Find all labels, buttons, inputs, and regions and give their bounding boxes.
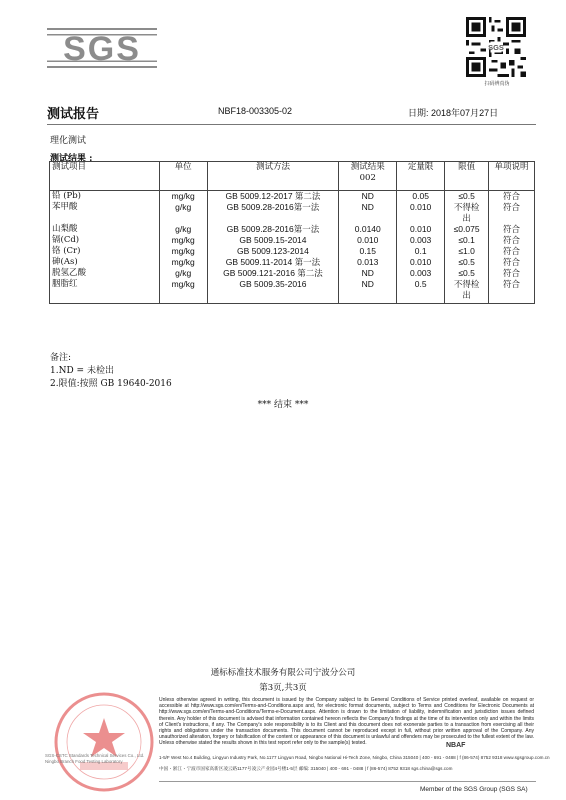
cell-item: 苯甲酸 [50,202,160,224]
note-2: 2.限值:按照 GB 19640-2016 [50,379,172,389]
col-header-item: 测试项目 [50,162,160,191]
table-header-row [50,162,535,191]
table-row [50,224,535,235]
notes-block [50,352,172,391]
cell-limit: 不得检出 [445,279,489,304]
results-table [49,161,535,304]
cell-method: GB 5009.123-2014 [207,246,339,257]
footer-divider [159,781,536,782]
cell-result: 0.010 [339,235,397,246]
cell-item: 山梨酸 [50,224,160,235]
cell-loq: 0.010 [397,257,445,268]
table-row [50,235,535,246]
cell-unit: g/kg [159,224,207,235]
date-value: 2018年07月27日 [431,108,499,118]
table-row [50,202,535,224]
table-row [50,279,535,304]
col-header-method: 测试方法 [207,162,339,191]
cell-loq: 0.003 [397,235,445,246]
cell-result: 0.0140 [339,224,397,235]
cell-method: GB 5009.11-2014 第一法 [207,257,339,268]
cell-item: 铅 (Pb) [50,191,160,203]
results-label: 测试结果 : [50,154,93,164]
cell-verdict: 符合 [489,191,535,203]
cell-limit: ≤0.1 [445,235,489,246]
cell-loq: 0.5 [397,279,445,304]
section-subtitle: 理化测试 [50,136,87,146]
cell-verdict: 符合 [489,235,535,246]
cell-unit: mg/kg [159,279,207,304]
col-header-verdict: 单项说明 [489,162,535,191]
report-title: 测试报告 [47,107,100,122]
table-row [50,191,535,203]
cell-unit: mg/kg [159,257,207,268]
cell-unit: g/kg [159,202,207,224]
cell-item: 铬 (Cr) [50,246,160,257]
cell-limit: ≤1.0 [445,246,489,257]
cell-loq: 0.010 [397,224,445,235]
cell-verdict: 符合 [489,257,535,268]
seal-caption [45,753,144,765]
cell-item: 胭脂红 [50,279,160,304]
address-chinese: 中国・浙江・宁波市国家高新区凌云路1177号凌云产业园4号楼1-5层 邮编: 315040 | 400 - 691 - 0488 | f (86-574) 8752 9318 sgs.china@sgs.com [159,766,453,771]
cell-limit: ≤0.5 [445,268,489,279]
report-date [408,106,498,119]
col-header-limit: 限值 [445,162,489,191]
seal-caption-line-2: Ningbo Branch Food Testing Laboratory [45,759,123,764]
date-label: 日期: [408,108,429,118]
cell-unit: mg/kg [159,235,207,246]
cell-loq: 0.003 [397,268,445,279]
cell-loq: 0.05 [397,191,445,203]
legal-fine-print: Unless otherwise agreed in writing, this document is issued by the Company subject to its General Conditions of Service printed overleaf, available on request or accessible at http://www.sgs.com/en/Terms-and-Conditions.aspx and, for electronic format documents, subject to Terms and Conditions for Electronic Documents at http://www.sgs.com/en/Terms-and-Conditions/Terms-e-Document.aspx. Attention is drawn to the limitation of liability, indemnification and jurisdiction issues defined therein. Any holder of this document is advised that information contained hereon reflects the Company's findings at the time of its intervention only and within the limits of Client's instructions, if any. The Company's sole responsibility is to its Client and this document does not exonerate parties to a transaction from exercising all their rights and obligations under the transaction documents. This document cannot be reproduced except in full, without prior written approval of the Company. Any unauthorized alteration, forgery or falsification of the content or appearance of this document is unlawful and offenders may be prosecuted to the fullest extent of the law. Unless otherwise stated the results shown in this test report refer only to the sample(s) tested. [159,697,534,747]
cell-unit: g/kg [159,268,207,279]
cell-limit: ≤0.5 [445,191,489,203]
company-name: 通标标准技术服务有限公司宁波分公司 [210,668,356,678]
sgs-logo [47,26,157,70]
cell-verdict: 符合 [489,246,535,257]
cell-result: ND [339,191,397,203]
end-marker: *** 结束 *** [257,400,309,410]
cell-method: GB 5009.121-2016 第二法 [207,268,339,279]
cell-unit: mg/kg [159,191,207,203]
cell-item: 脱氢乙酸 [50,268,160,279]
svg-text:SGS: SGS [63,30,141,68]
col-header-unit: 单位 [159,162,207,191]
cell-method: GB 5009.35-2016 [207,279,339,304]
cell-verdict: 符合 [489,224,535,235]
svg-text:SGS: SGS [488,43,504,53]
cell-verdict: 符合 [489,268,535,279]
cell-limit: 不得检出 [445,202,489,224]
cell-item: 镉(Cd) [50,235,160,246]
header-divider [47,124,536,125]
cell-method: GB 5009.28-2016第一法 [207,224,339,235]
table-row [50,268,535,279]
report-number: NBF18-003305-02 [218,106,293,116]
sgs-membership: Member of the SGS Group (SGS SA) [420,786,528,793]
cell-result: ND [339,268,397,279]
sgs-logo-icon [47,26,157,70]
cell-limit: ≤0.075 [445,224,489,235]
seal-caption-line-1: SGS-CSTC Standards Technical Services Co., Ltd. [45,753,145,758]
qr-code-icon[interactable] [466,17,526,77]
note-1: 1.ND = 未检出 [50,366,114,376]
address-english: 1-5/F West No.4 Building, Lingyun Industry Park, No.1177 Lingyun Road, Ningbo National Hi-Tech Zone, Ningbo, China 315040 | 400 - 691 - 0488 | f (86-574) 8752 9318 www.sgsgroup.com.cn [159,755,550,760]
cell-result: 0.15 [339,246,397,257]
table-row [50,257,535,268]
address-block [159,752,550,774]
cell-method: GB 5009.28-2016第一法 [207,202,339,224]
cell-result: ND [339,279,397,304]
cell-result: ND [339,202,397,224]
cell-result: 0.013 [339,257,397,268]
cell-limit: ≤0.5 [445,257,489,268]
cell-loq: 0.010 [397,202,445,224]
cell-item: 砷(As) [50,257,160,268]
cell-method: GB 5009.15-2014 [207,235,339,246]
notes-label: 备注: [50,353,72,363]
nbaf-label: NBAF [446,742,466,749]
cell-loq: 0.1 [397,246,445,257]
col-header-loq: 定量限 [397,162,445,191]
col-header-result: 测试结果 002 [339,162,397,191]
cell-method: GB 5009.12-2017 第二法 [207,191,339,203]
cell-unit: mg/kg [159,246,207,257]
page-number: 第3页,共3页 [259,683,307,693]
table-row [50,246,535,257]
cell-verdict: 符合 [489,279,535,304]
company-seal-icon [52,690,156,794]
cell-verdict: 符合 [489,202,535,224]
qr-caption: 扫码辨真伪 [484,81,510,87]
